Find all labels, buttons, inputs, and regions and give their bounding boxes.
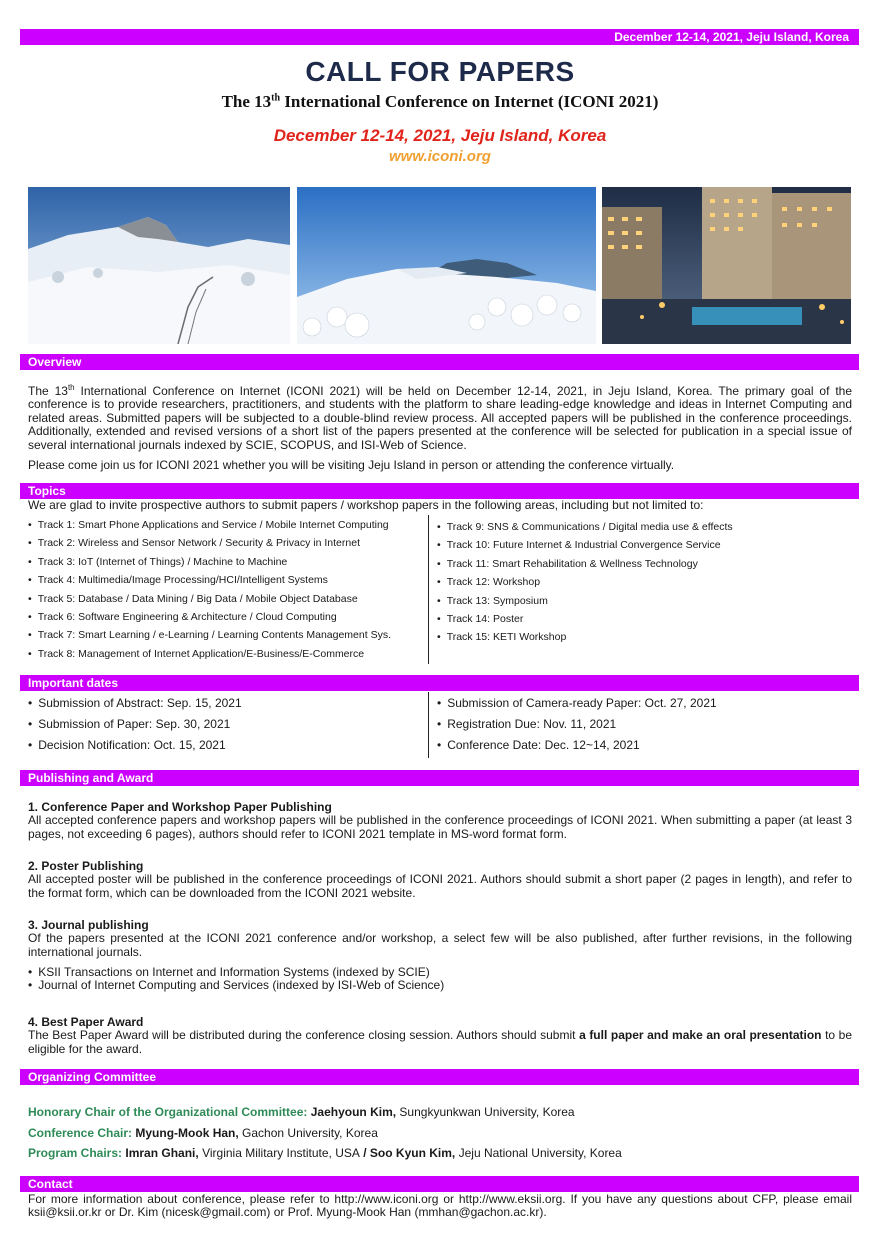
journal-list	[28, 966, 848, 993]
topics-list-right	[437, 518, 733, 647]
overview-invitation: Please come join us for ICONI 2021 whether you will be visiting Jeju Island in person or attending the conference virtually.	[28, 458, 675, 472]
important-date-item: • Decision Notification: Oct. 15, 2021	[28, 735, 242, 756]
topics-heading: Topics	[20, 483, 859, 499]
topic-track-item: • Track 1: Smart Phone Applications and Service / Mobile Internet Computing	[28, 516, 391, 534]
conference-chair-line: Conference Chair: Myung-Mook Han, Gachon University, Korea	[28, 1126, 378, 1140]
top-date-bar: December 12-14, 2021, Jeju Island, Korea	[20, 29, 859, 45]
topic-track-item: • Track 8: Management of Internet Application/E-Business/E-Commerce	[28, 645, 391, 663]
important-date-item: • Submission of Paper: Sep. 30, 2021	[28, 714, 242, 735]
publishing-section-3-title: 3. Journal publishing	[28, 918, 149, 932]
publishing-heading: Publishing and Award	[20, 770, 859, 786]
conference-website[interactable]: www.iconi.org	[389, 148, 491, 165]
publishing-section-4-title: 4. Best Paper Award	[28, 1015, 144, 1029]
publishing-section-1-body: All accepted conference papers and workshop papers will be published in the conference proceedings of ICONI 2021. When submitting a paper (at least 3 pages, not exceeding 6 pages), authors should refer to ICONI 2021 template in MS-word format form.	[28, 813, 852, 841]
topic-track-item: • Track 6: Software Engineering & Architecture / Cloud Computing	[28, 608, 391, 626]
dates-list-right	[437, 693, 717, 756]
program-chairs-line: Program Chairs: Imran Ghani, Virginia Military Institute, USA / Soo Kyun Kim, Jeju National University, Korea	[28, 1146, 622, 1160]
publishing-section-1-title: 1. Conference Paper and Workshop Paper Publishing	[28, 800, 332, 814]
publishing-section-3	[28, 919, 852, 959]
publishing-section-4	[28, 1016, 852, 1056]
topic-track-item: • Track 10: Future Internet & Industrial Convergence Service	[437, 536, 733, 554]
topic-track-item: • Track 11: Smart Rehabilitation & Wellness Technology	[437, 555, 733, 573]
publishing-section-4-body: The Best Paper Award will be distributed during the conference closing session. Authors should submit a full paper and make an oral presentation to be eligible for the award.	[28, 1028, 853, 1056]
topic-track-item: • Track 4: Multimedia/Image Processing/HCI/Intelligent Systems	[28, 571, 391, 589]
page-title: CALL FOR PAPERS	[305, 56, 575, 87]
important-date-item: • Submission of Abstract: Sep. 15, 2021	[28, 693, 242, 714]
publishing-section-1	[28, 801, 852, 841]
snowy-mountain-photo	[28, 187, 290, 344]
topic-track-item: • Track 3: IoT (Internet of Things) / Machine to Machine	[28, 553, 391, 571]
conference-subtitle: The 13th International Conference on Internet (ICONI 2021)	[221, 92, 659, 111]
topic-track-item: • Track 12: Workshop	[437, 573, 733, 591]
topic-track-item: • Track 7: Smart Learning / e-Learning / Learning Contents Management Sys.	[28, 626, 391, 644]
topics-intro: We are glad to invite prospective authors to submit papers / workshop papers in the following areas, including but not limited to:	[28, 498, 704, 512]
important-date-item: • Registration Due: Nov. 11, 2021	[437, 714, 717, 735]
journal-item: • KSII Transactions on Internet and Information Systems (indexed by SCIE)	[28, 966, 848, 979]
topics-divider	[428, 515, 429, 664]
journal-item: • Journal of Internet Computing and Services (indexed by ISI-Web of Science)	[28, 979, 848, 992]
dates-divider	[428, 692, 429, 758]
publishing-section-2	[28, 860, 852, 900]
contact-paragraph: For more information about conference, please refer to http://www.iconi.org or http://www.eksii.org. If you have any questions about CFP, please email ksii@ksii.or.kr or Dr. Kim (nicesk@gmail.com) or Prof. Myung-Mook Han (mmhan@gachon.ac.kr).	[28, 1192, 852, 1220]
topic-track-item: • Track 2: Wireless and Sensor Network / Security & Privacy in Internet	[28, 534, 391, 552]
topic-track-item: • Track 15: KETI Workshop	[437, 628, 733, 646]
topic-track-item: • Track 9: SNS & Communications / Digital media use & effects	[437, 518, 733, 536]
conference-date: December 12-14, 2021, Jeju Island, Korea	[273, 126, 607, 145]
topics-list-left	[28, 516, 391, 663]
topic-track-item: • Track 13: Symposium	[437, 592, 733, 610]
important-date-item: • Submission of Camera-ready Paper: Oct. 27, 2021	[437, 693, 717, 714]
topic-track-item: • Track 14: Poster	[437, 610, 733, 628]
honorary-chair-line: Honorary Chair of the Organizational Committee: Jaehyoun Kim, Sungkyunkwan University, Korea	[28, 1105, 575, 1119]
publishing-section-2-title: 2. Poster Publishing	[28, 859, 144, 873]
snow-covered-crater-photo	[297, 187, 596, 344]
dates-heading: Important dates	[20, 675, 859, 691]
overview-heading: Overview	[20, 354, 859, 370]
topic-track-item: • Track 5: Database / Data Mining / Big Data / Mobile Object Database	[28, 590, 391, 608]
publishing-section-2-body: All accepted poster will be published in the conference proceedings of ICONI 2021. Authors should submit a short paper (2 pages in length), and refer to the format form, which can be downloaded from the ICONI 2021 website.	[28, 872, 852, 900]
committee-heading: Organizing Committee	[20, 1069, 859, 1085]
publishing-section-3-body: Of the papers presented at the ICONI 2021 conference and/or workshop, a select few will be also published, after further revisions, in the following international journals.	[28, 931, 852, 959]
overview-paragraph: The 13th International Conference on Internet (ICONI 2021) will be held on December 12-14, 2021, in Jeju Island, Korea. The primary goal of the conference is to provide researchers, practitioners, and students with the platform to share leading-edge knowledge and ideas in Internet Computing and related areas. Submitted papers will be subjected to a double-blind review process. All accepted papers will be published in the conference proceedings. Additionally, extended and revised versions of a short list of the papers presented at the conference will be selected for publication in a special issue of several international journals indexed by SCIE, SCOPUS, and ISI-Web of Science.	[28, 383, 853, 452]
important-date-item: • Conference Date: Dec. 12~14, 2021	[437, 735, 717, 756]
contact-heading: Contact	[20, 1176, 859, 1192]
dates-list-left	[28, 693, 242, 756]
hotel-night-photo	[602, 187, 851, 344]
